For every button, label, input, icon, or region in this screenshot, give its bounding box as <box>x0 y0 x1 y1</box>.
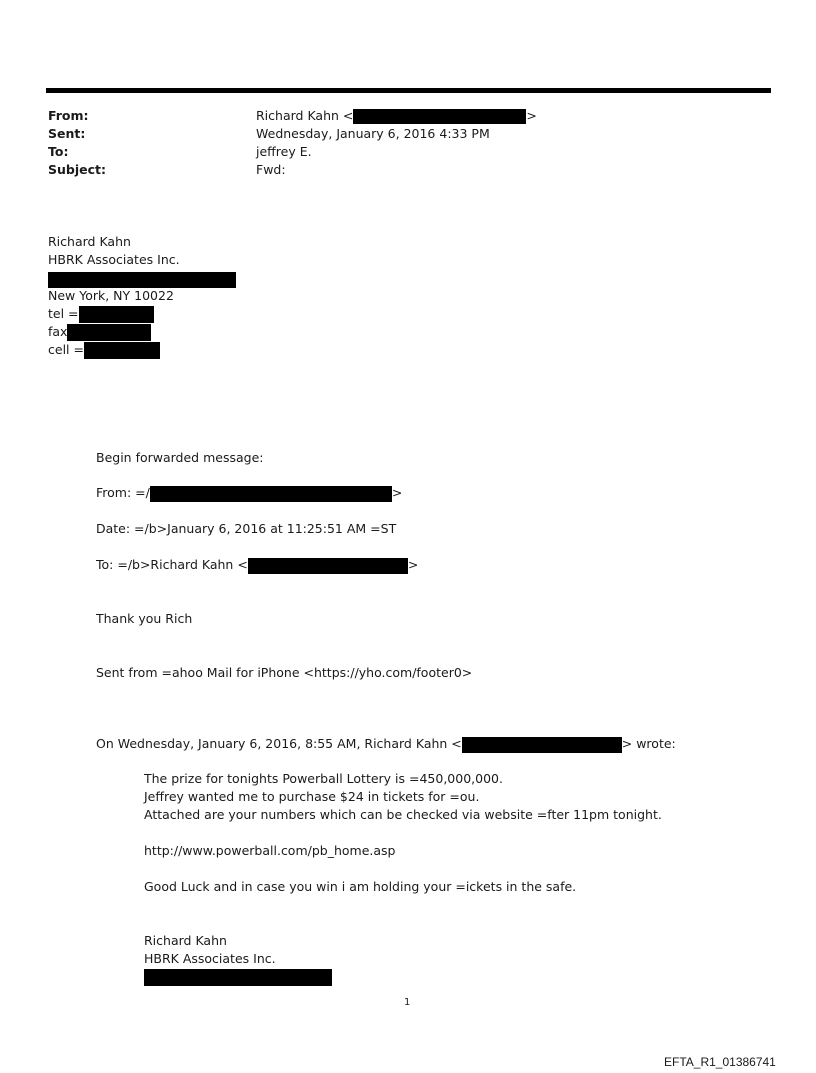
signature-tel <box>48 305 154 323</box>
forward-intro: Begin forwarded message: <box>96 450 264 465</box>
forward-from-suffix: > <box>391 485 403 500</box>
fax-prefix: fax <box>48 324 68 339</box>
header-rule <box>46 88 771 93</box>
forward-sent-from: Sent from =ahoo Mail for iPhone <https://yho.com/footer0> <box>96 665 473 680</box>
quote-header <box>96 735 676 753</box>
quoted-signature-redacted <box>144 968 332 986</box>
forward-to-prefix: To: =/b>Richard Kahn < <box>96 557 248 572</box>
forward-body: Thank you Rich <box>96 611 193 626</box>
quote-header-prefix: On Wednesday, January 6, 2016, 8:55 AM, Richard Kahn < <box>96 736 462 751</box>
redaction-bar <box>462 737 622 753</box>
signature-name: Richard Kahn <box>48 234 131 249</box>
subject-value: Fwd: <box>256 162 286 177</box>
signature-address-redacted <box>48 270 236 288</box>
sent-value: Wednesday, January 6, 2016 4:33 PM <box>256 126 490 141</box>
redaction-bar <box>67 324 151 341</box>
forward-to <box>96 556 418 574</box>
quoted-line-3: Attached are your numbers which can be checked via website =fter 11pm tonight. <box>144 807 662 822</box>
from-label: From: <box>48 108 89 123</box>
cell-prefix: cell = <box>48 342 84 357</box>
forward-from <box>96 484 402 502</box>
redaction-bar <box>248 558 408 574</box>
redaction-bar <box>84 342 160 359</box>
redaction-bar <box>79 306 154 323</box>
forward-from-prefix: From: =/ <box>96 485 150 500</box>
signature-cell <box>48 341 160 359</box>
to-label: To: <box>48 144 69 159</box>
page-number: 1 <box>404 997 411 1008</box>
from-value-suffix: > <box>526 108 537 123</box>
redaction-bar <box>353 109 526 124</box>
redaction-bar <box>48 272 236 288</box>
quoted-url: http://www.powerball.com/pb_home.asp <box>144 843 396 858</box>
subject-label: Subject: <box>48 162 106 177</box>
quote-header-suffix: > wrote: <box>621 736 676 751</box>
from-value-prefix: Richard Kahn < <box>256 108 354 123</box>
forward-date: Date: =/b>January 6, 2016 at 11:25:51 AM =ST <box>96 521 397 536</box>
quoted-signature-name: Richard Kahn <box>144 933 227 948</box>
redaction-bar <box>150 486 392 502</box>
sent-label: Sent: <box>48 126 86 141</box>
from-value <box>256 107 537 125</box>
document-id: EFTA_R1_01386741 <box>664 1055 776 1069</box>
signature-fax <box>48 323 151 341</box>
forward-to-suffix: > <box>407 557 419 572</box>
signature-company: HBRK Associates Inc. <box>48 252 180 267</box>
to-value: jeffrey E. <box>256 144 312 159</box>
quoted-line-2: Jeffrey wanted me to purchase $24 in tickets for =ou. <box>144 789 480 804</box>
signature-city: New York, NY 10022 <box>48 288 174 303</box>
quoted-closing: Good Luck and in case you win i am holding your =ickets in the safe. <box>144 879 577 894</box>
quoted-signature-company: HBRK Associates Inc. <box>144 951 276 966</box>
quoted-line-1: The prize for tonights Powerball Lottery is =450,000,000. <box>144 771 503 786</box>
redaction-bar <box>144 969 332 986</box>
tel-prefix: tel = <box>48 306 79 321</box>
